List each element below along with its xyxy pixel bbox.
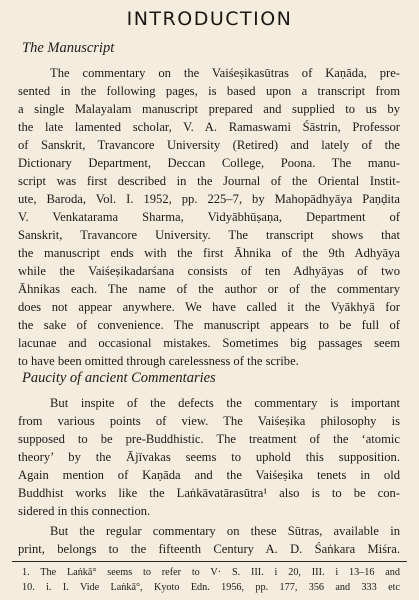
paragraph-line: while the Vaiśeṣikadarśana consists of ten Adhyāyas of two <box>18 264 400 278</box>
paragraph-line: Buddhist works like the Laṅkāvatārasūtra¹ also is to be con- <box>18 486 400 500</box>
paragraph-line: the sake of convenience. The manuscript appears to be full of <box>18 318 400 332</box>
paragraph-line: the late lamented scholar, V. A. Ramaswami Śāstrin, Professor <box>18 120 400 134</box>
paragraph-line: Sanskrit, Travancore University. The transcript shows that <box>18 228 400 242</box>
paragraph-line: lacunae and occasional mistakes. Sometimes big passages seem <box>18 336 400 350</box>
page-title: INTRODUCTION <box>126 8 293 30</box>
paragraph-line: The commentary on the Vaiśeṣikasūtras of Kaṇāda, pre- <box>50 66 400 80</box>
section-heading-paucity: Paucity of ancient Commentaries <box>22 370 216 386</box>
paragraph-line: print, belongs to the fifteenth Century A. D. Śaṅkara Miśra. <box>18 542 400 556</box>
paragraph-line: the manuscript ends with the first Āhnika of the 9th Adhyāya <box>18 246 400 260</box>
paragraph-line: V. Venkatarama Sharma, Vidyābhūṣaṇa, Department of <box>18 210 400 224</box>
section-heading-manuscript: The Manuscript <box>22 40 115 56</box>
paragraph-line: sidered in this connection. <box>18 504 151 518</box>
paragraph-line: sented in the following pages, is based upon a transcript from <box>18 84 400 98</box>
paragraph-line: supposed to be pre-Buddhistic. The treatment of the ‘atomic <box>18 432 400 446</box>
footnote-divider <box>12 561 407 562</box>
paragraph-line: But the regular commentary on these Sūtras, available in <box>50 524 400 538</box>
paragraph-line: But inspite of the defects the commentary is important <box>50 396 400 410</box>
paragraph-line: Āhnikas each. The name of the author or of the commentary <box>18 282 400 296</box>
footnote-line: 1. The Laṅkā° seems to refer to V· S. III. i 20, III. i 13–16 and <box>22 567 400 578</box>
footnote-line: 10. i. I. Vide Laṅkā°, Kyoto Edn. 1956, pp. 177, 356 and 333 etc <box>22 582 400 593</box>
paragraph-line: from various points of view. The Vaiśeṣika philosophy is <box>18 414 400 428</box>
paragraph-line: script was first described in the Journal of the Oriental Instit- <box>18 174 400 188</box>
paragraph-line: theory’ by the Ājīvakas seems to uphold this supposition. <box>18 450 400 464</box>
paragraph-line: a single Malayalam manuscript prepared and supplied to us by <box>18 102 400 116</box>
paragraph-line: ute, Baroda, Vol. I. 1952, pp. 225–7, by Mahopādhyāya Paṇḍita <box>18 192 400 206</box>
paragraph-line: does not appear anywhere. We have called it the Vyākhyā for <box>18 300 400 314</box>
paragraph-line: to have been omitted through carelessness of the scribe. <box>18 354 299 368</box>
paragraph-line: Again mention of Kaṇāda and the Vaiśeṣika tenets in old <box>18 468 400 482</box>
paragraph-line: Dictionary Department, Deccan College, Poona. The manu- <box>18 156 400 170</box>
paragraph-line: of Sanskrit, Travancore University (Retired) and lately of the <box>18 138 400 152</box>
